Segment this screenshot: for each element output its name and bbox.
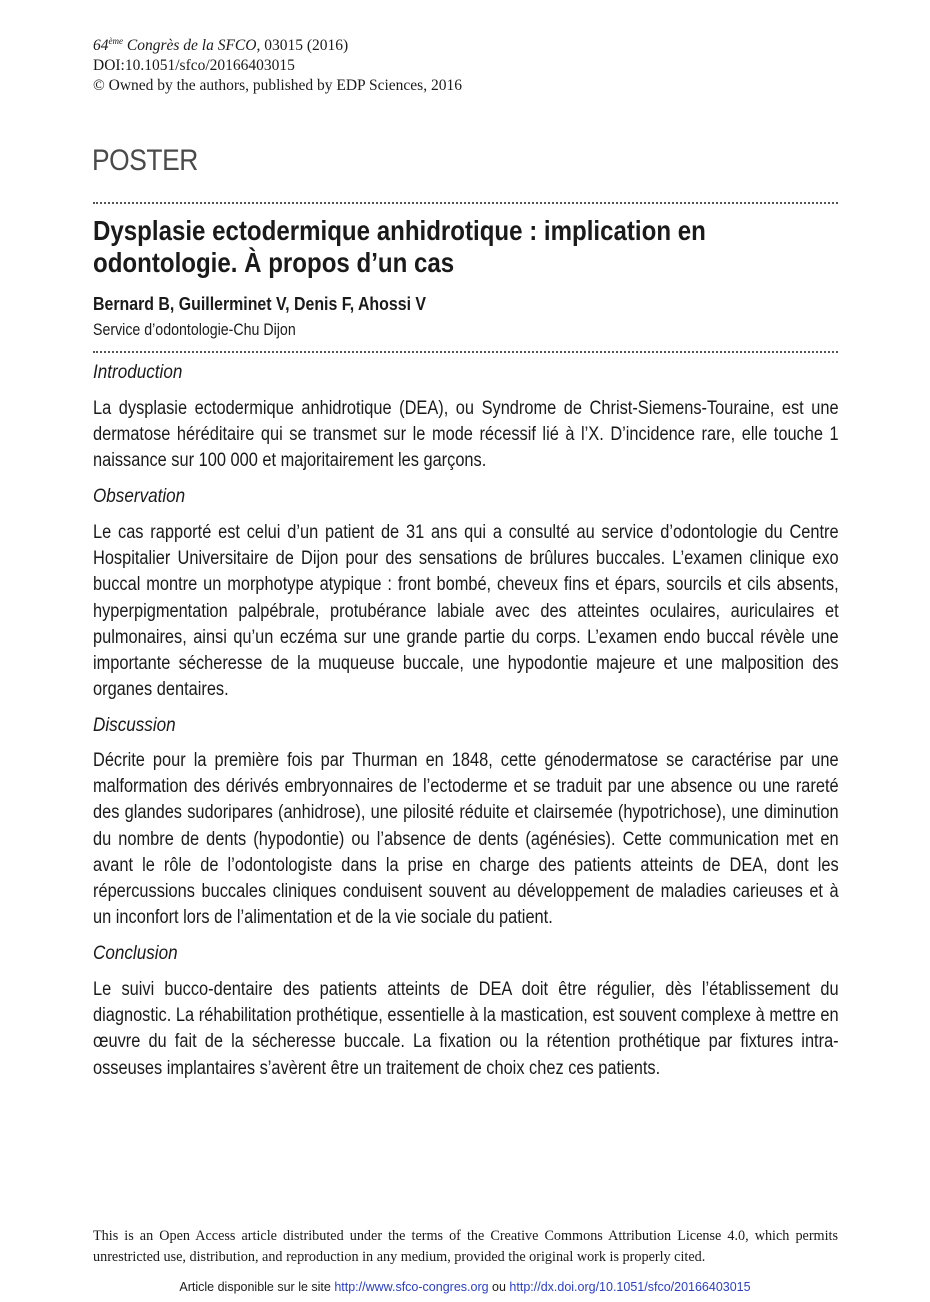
sfco-congres-link[interactable]: http://www.sfco-congres.org (334, 1280, 489, 1294)
dotted-divider-top (93, 202, 838, 204)
section-heading-observation: Observation (93, 486, 186, 507)
congress-superscript: ème (108, 36, 123, 46)
section-text-observation: Le cas rapporté est celui d’un patient de 31 ans qui a consulté au service d’odontologie du Centre Hospitalier Universitaire de Dijon pour des sensations de brûlures buccales. L’examen clinique exo buccal montre un morphotype atypique : front bombé, cheveux fins et épars, sourcils et cils absents, hyperpigmentation palpébrale, protubérance labiale avec des atteintes oculaires, auriculaires et pulmonaires, ainsi qu’un eczéma sur une grande partie du corps. L’examen endo buccal révèle une importante sécheresse de la muqueuse buccale, une hypodontie majeure et une malposition des organes dentaires. (93, 522, 839, 701)
journal-header (93, 36, 462, 96)
author-affiliation: Service d’odontologie-Chu Dijon (93, 321, 296, 339)
availability-footer (0, 1280, 930, 1294)
poster-label: POSTER (92, 144, 198, 177)
congress-line (93, 36, 462, 56)
license-notice: This is an Open Access article distributed under the terms of the Creative Commons Attribution License 4.0, which permits unrestricted use, distribution, and reproduction in any medium, provided the original work is properly cited. (93, 1228, 838, 1265)
footer-middle: ou (488, 1280, 510, 1294)
section-text-introduction: La dysplasie ectodermique anhidrotique (DEA), ou Syndrome de Christ-Siemens-Touraine, est une dermatose héréditaire qui se transmet sur le mode récessif lié à l’X. D’incidence rare, elle touche 1 naissance sur 100 000 et majoritairement les garçons. (93, 398, 839, 472)
article-title: Dysplasie ectodermique anhidrotique : implication en odontologie. À propos d’un cas (93, 215, 706, 278)
congress-reference: , 03015 (2016) (256, 37, 349, 54)
author-list: Bernard B, Guillerminet V, Denis F, Ahossi V (93, 293, 427, 314)
footer-prefix: Article disponible sur le site (179, 1280, 335, 1294)
copyright-line: © Owned by the authors, published by EDP Sciences, 2016 (93, 77, 462, 94)
section-text-conclusion: Le suivi bucco-dentaire des patients atteints de DEA doit être régulier, dès l’établissement du diagnostic. La réhabilitation prothétique, essentielle à la mastication, est souvent complexe à mettre en œuvre du fait de la sécheresse buccale. La fixation ou la rétention prothétique par fixtures intra-osseuses implantaires s’avèrent être un traitement de choix chez ces patients. (93, 979, 839, 1079)
congress-name: Congrès de la SFCO (123, 37, 257, 54)
doi-link[interactable]: http://dx.doi.org/10.1051/sfco/20166403015 (509, 1280, 751, 1294)
congress-number: 64 (93, 37, 109, 54)
section-heading-discussion: Discussion (93, 715, 176, 736)
section-text-discussion: Décrite pour la première fois par Thurman en 1848, cette génodermatose se caractérise par une malformation des dérivés embryonnaires de l’ectoderme et se traduit par une absence ou une rareté des glandes sudoripares (anhidrose), une pilosité réduite et clairsemée (hypotrichose), une diminution du nombre de dents (hypodontie) ou l’absence de dents (agénésies). Cette communication met en avant le rôle de l’odontologiste dans la prise en charge des patients atteints de DEA, dont les répercussions buccales cliniques conduisent souvent au développement de maladies carieuses et à un inconfort lors de l’alimentation et de la vie sociale du patient. (93, 750, 839, 929)
doi-line: DOI:10.1051/sfco/20166403015 (93, 57, 295, 74)
section-heading-introduction: Introduction (93, 362, 183, 383)
section-heading-conclusion: Conclusion (93, 943, 178, 964)
dotted-divider-bottom (93, 351, 838, 353)
